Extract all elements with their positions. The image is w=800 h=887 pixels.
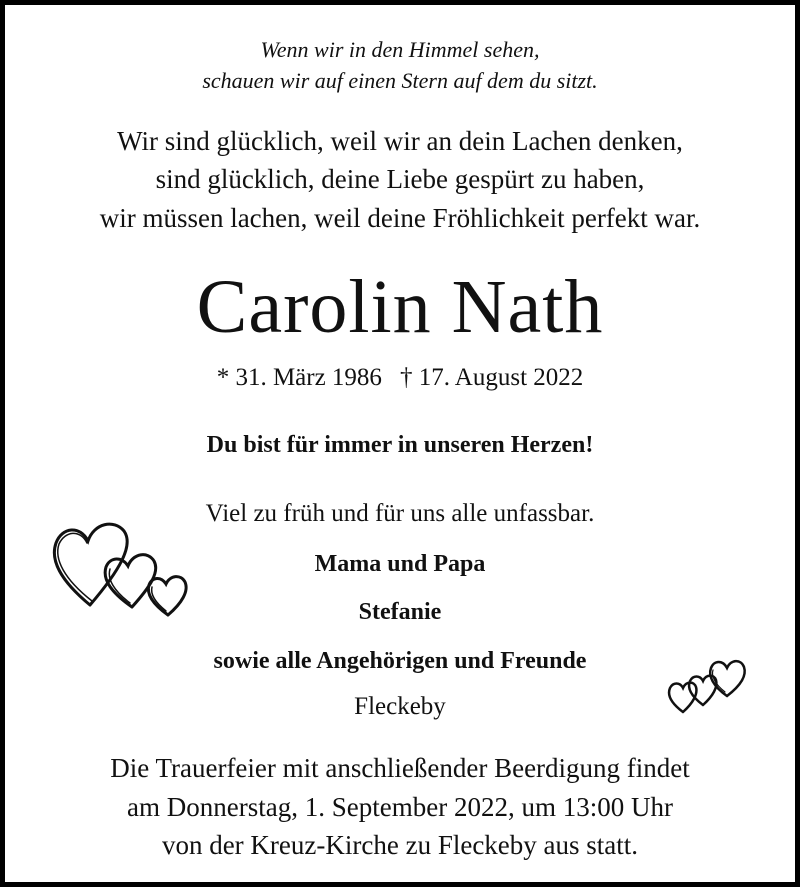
place: Fleckeby [354, 693, 446, 720]
life-dates [5, 362, 795, 394]
verse-line-1: Wir sind glücklich, weil wir an dein Lachen denken, [117, 126, 683, 156]
verse-line-2: sind glücklich, deine Liebe gespürt zu haben, [155, 164, 645, 194]
mourner-relatives: sowie alle Angehörigen und Freunde [213, 648, 587, 674]
birth-date: * 31. März 1986 [216, 364, 382, 391]
sentiment: Viel zu früh und für uns alle unfassbar. [205, 500, 595, 527]
funeral-line-3: von der Kreuz-Kirche zu Fleckeby aus statt. [161, 830, 639, 860]
mourner-sister: Stefanie [358, 599, 442, 625]
deceased-name: Carolin Nath [196, 265, 604, 349]
death-date: † 17. August 2022 [399, 364, 584, 391]
hearts-right-icon [665, 650, 755, 720]
poem-line-2: schauen wir auf einen Stern auf dem du sitzt. [202, 68, 598, 93]
hearts-left-icon [50, 515, 200, 620]
motto: Du bist für immer in unseren Herzen! [206, 432, 594, 458]
verse-line-3: wir müssen lachen, weil deine Fröhlichkeit perfekt war. [99, 203, 701, 233]
funeral-line-2: am Donnerstag, 1. September 2022, um 13:00 Uhr [127, 792, 673, 822]
poem-line-1: Wenn wir in den Himmel sehen, [260, 37, 540, 62]
mourner-parents: Mama und Papa [314, 551, 486, 577]
funeral-line-1: Die Trauerfeier mit anschließender Beerdigung findet [110, 753, 690, 783]
